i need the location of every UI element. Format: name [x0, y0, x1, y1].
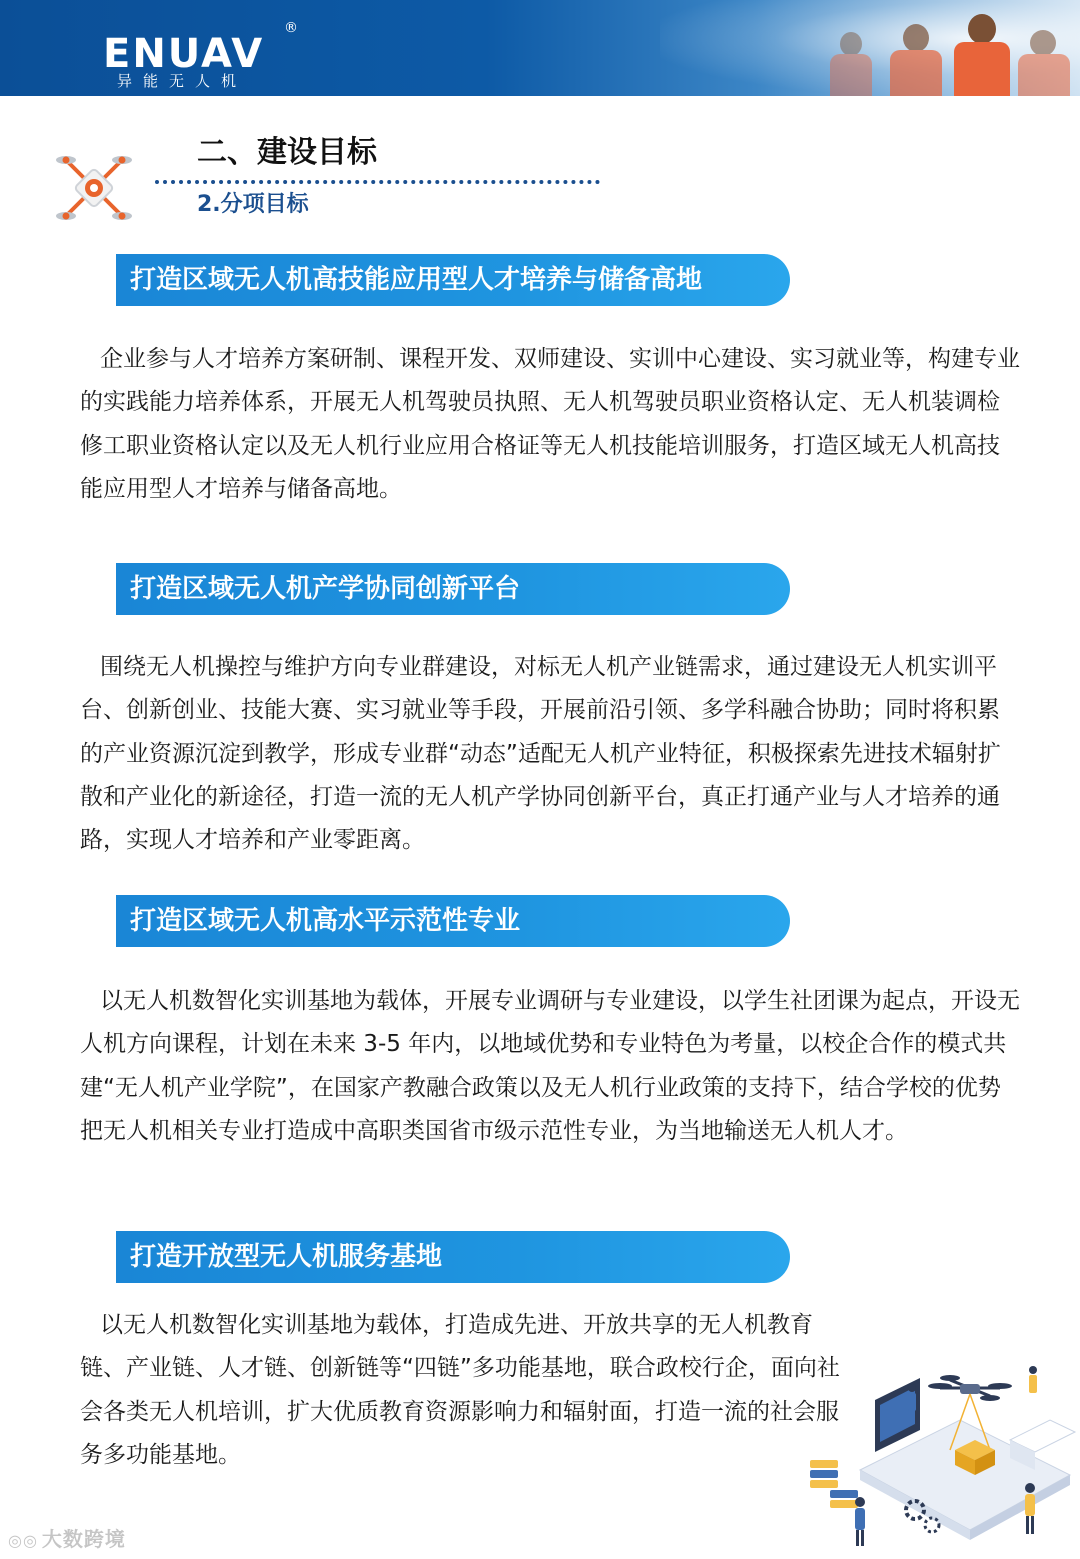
block-heading-text: 打造区域无人机高技能应用型人才培养与储备高地 [130, 265, 703, 295]
dotted-divider [155, 180, 600, 184]
enuav-logo: ENUAV [103, 31, 265, 77]
block-heading-service-base [116, 1231, 790, 1283]
block-paragraph-innovation-platform: 围绕无人机操控与维护方向专业群建设，对标无人机产业链需求，通过建设无人机实训平台、创新创业、技能大赛、实习就业等手段，开展前沿引领、多学科融合协助；同时将积累的产业资源沉淀到教学，形成专业群“动态”适配无人机产业特征，积极探索先进技术辐射扩散和产业化的新途径，打造一流的无人机产学协同创新平台，真正打通产业与人才培养的通路，实现人才培养和产业零距离。 [80, 654, 1001, 854]
block-heading-text: 打造区域无人机高水平示范性专业 [130, 906, 521, 936]
watermark-text: 大数跨境 [41, 1527, 126, 1551]
section-subtitle: 2.分项目标 [197, 192, 309, 217]
header-banner [0, 0, 1080, 96]
block-paragraph-service-base: 以无人机数智化实训基地为载体，打造成先进、开放共享的无人机教育链、产业链、人才链、创新链等“四链”多功能基地，联合政校行企，面向社会各类无人机培训，扩大优质教育资源影响力和辐射面，打造一流的社会服务多功能基地。 [80, 1312, 840, 1468]
drone-education-illustration [800, 1360, 1080, 1559]
block-heading-model-major [116, 895, 790, 947]
block-heading-innovation-platform [116, 563, 790, 615]
logo-subtitle: 异能无人机 [117, 72, 248, 90]
block-heading-talent-hub [116, 254, 790, 306]
watermark [8, 1523, 126, 1552]
banner-photo-child-3 [952, 14, 1012, 96]
block-paragraph-talent-hub: 企业参与人才培养方案研制、课程开发、双师建设、实训中心建设、实习就业等，构建专业的实践能力培养体系，开展无人机驾驶员执照、无人机驾驶员职业资格认定、无人机装调检修工职业资格认定以及无人机行业应用合格证等无人机技能培训服务，打造区域无人机高技能应用型人才培养与储备高地。 [80, 346, 1020, 502]
registered-mark: ® [284, 20, 298, 36]
banner-photo-child-2 [888, 24, 944, 96]
block-paragraph-model-major: 以无人机数智化实训基地为载体，开展专业调研与专业建设，以学生社团课为起点，开设无人机方向课程，计划在未来 3-5 年内，以地域优势和专业特色为考量，以校企合作的模式共建“无人机产业学院”，在国家产教融合政策以及无人机行业政策的支持下，结合学校的优势把无人机相关专业打造成中高职类国省市级示范性专业，为当地输送无人机人才。 [80, 988, 1020, 1144]
watermark-logo-icon: ◎◎ [8, 1531, 38, 1550]
banner-photo-child-4 [1016, 30, 1072, 96]
banner-photo-child-1 [828, 32, 874, 96]
drone-icon [56, 150, 132, 226]
block-heading-text: 打造开放型无人机服务基地 [130, 1242, 443, 1272]
section-title: 二、建设目标 [197, 135, 377, 170]
block-heading-text: 打造区域无人机产学协同创新平台 [130, 574, 521, 604]
